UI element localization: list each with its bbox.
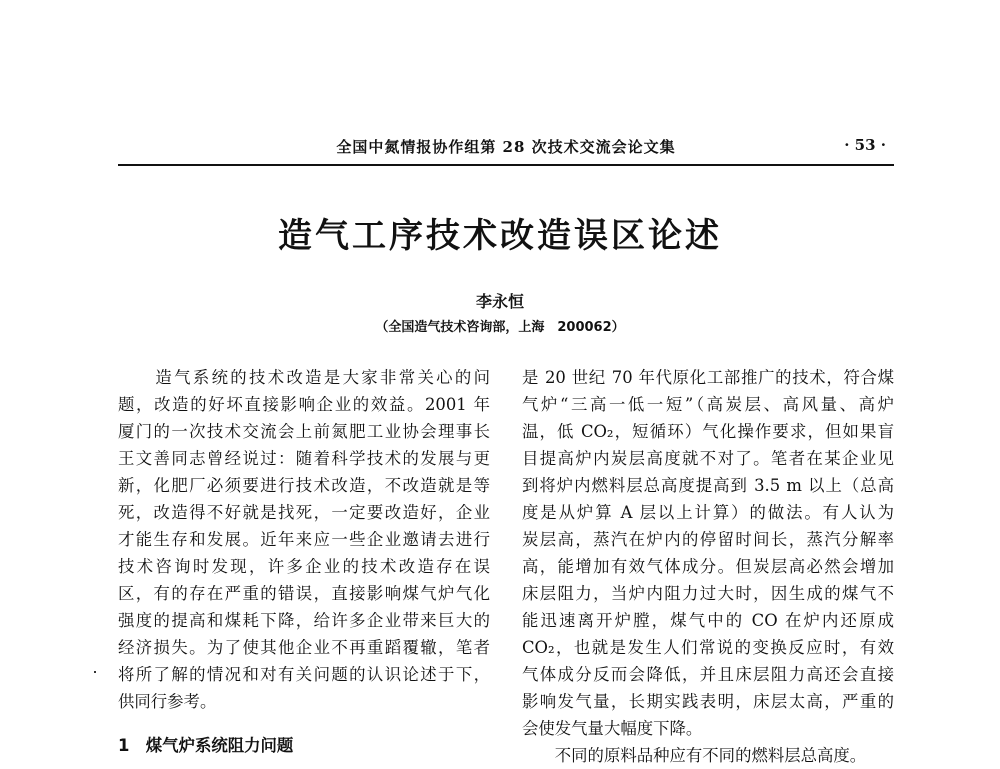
header-rule: [118, 164, 894, 166]
page-number: · 53 ·: [844, 136, 886, 154]
journal-title: 全国中氮情报协作组第 28 次技术交流会论文集: [336, 138, 676, 156]
text-line: 经济损失。为了使其他企业不再重蹈覆辙，笔者: [118, 638, 490, 657]
text-line: 技术咨询时发现，许多企业的技术改造存在误: [118, 557, 490, 576]
text-line: 气体成分反而会降低，并且床层阻力高还会直接: [522, 665, 894, 684]
text-line: CO₂，也就是发生人们常说的变换反应时，有效: [522, 638, 894, 657]
text-line: 将所了解的情况和对有关问题的认识论述于下，: [118, 665, 490, 684]
text-line: 造气系统的技术改造是大家非常关心的问: [118, 368, 490, 387]
author-name: 李永恒: [475, 292, 524, 311]
text-line: 会使发气量大幅度下降。: [522, 719, 703, 738]
text-line: 高，能增加有效气体成分。但炭层高必然会增加: [522, 557, 894, 576]
text-line: 才能生存和发展。近年来应一些企业邀请去进行: [118, 530, 490, 549]
text-line: 死，改造得不好就是找死，一定要改造好，企业: [118, 503, 490, 522]
text-line: 床层阻力，当炉内阻力过大时，因生成的煤气不: [522, 584, 894, 603]
text-line: 气炉“三高一低一短”（高炭层、高风量、高炉: [522, 395, 894, 414]
text-line: 炭层高，蒸汽在炉内的停留时间长，蒸汽分解率: [522, 530, 894, 549]
text-line: 强度的提高和煤耗下降，给许多企业带来巨大的: [118, 611, 490, 630]
text-line: 影响发气量，长期实践表明，床层太高，严重的: [522, 692, 894, 711]
text-line: 题，改造的好坏直接影响企业的效益。2001 年: [118, 395, 490, 414]
running-header: [118, 136, 894, 162]
text-line: 新，化肥厂必须要进行技术改造，不改造就是等: [118, 476, 490, 495]
text-line: 王文善同志曾经说过：随着科学技术的发展与更: [118, 449, 490, 468]
text-line: 是 20 世纪 70 年代原化工部推广的技术，符合煤: [522, 368, 894, 387]
text-line: 度是从炉算 A 层以上计算）的做法。有人认为: [522, 503, 894, 522]
section-heading: 1 煤气炉系统阻力问题: [118, 736, 294, 755]
text-line: 目提高炉内炭层高度就不对了。笔者在某企业见: [522, 449, 894, 468]
body-column-right: [522, 364, 894, 769]
body-column-left: [118, 364, 490, 715]
text-line: 到将炉内燃料层总高度提高到 3.5 m 以上（总高: [522, 476, 894, 495]
text-line: 供同行参考。: [118, 692, 217, 711]
text-line: 温，低 CO₂，短循环）气化操作要求，但如果盲: [522, 422, 894, 441]
margin-dot: [94, 671, 96, 673]
text-line: 厦门的一次技术交流会上前氮肥工业协会理事长: [118, 422, 490, 441]
text-line: 区，有的存在严重的错误，直接影响煤气炉气化: [118, 584, 490, 603]
text-line: 能迅速离开炉膛，煤气中的 CO 在炉内还原成: [522, 611, 894, 630]
text-line: 不同的原料品种应有不同的燃料层总高度。: [522, 746, 867, 765]
author-affiliation: （全国造气技术咨询部，上海 200062）: [375, 320, 625, 335]
article-title: 造气工序技术改造误区论述: [278, 216, 722, 256]
